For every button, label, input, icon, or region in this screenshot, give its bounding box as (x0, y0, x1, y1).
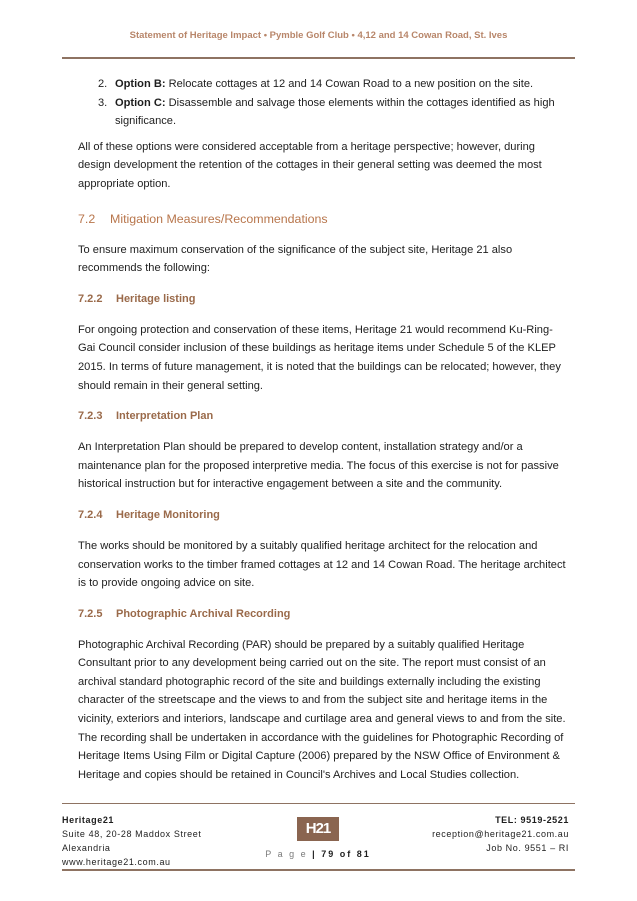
website-link[interactable]: www.heritage21.com.au (62, 857, 171, 867)
list-item (78, 75, 568, 94)
subsection-paragraph: For ongoing protection and conservation of these items, Heritage 21 would recommend Ku-Ring-Gai Council consider inclusion of these buildings as heritage items under Schedule 5 of the KLEP 2015. In terms of future management, it is noted that the buildings can be relocated; however, they should remain in their general setting. (78, 323, 561, 392)
subsection-title: Photographic Archival Recording (116, 607, 291, 620)
page-content (78, 75, 568, 784)
subsection-paragraph: Photographic Archival Recording (PAR) should be prepared by a suitably qualified Heritage Consultant prior to any development being carried out on the site. The report must consist of an archival standard photographic record of the site and buildings externally including the existing character of the streetscape and the views to and from the subject site and heritage items in the vicinity, exteriors and interiors, landscape and curtilage area and general views to and from the site. The recording shall be undertaken in accordance with the guidelines for Photographic Recording of Heritage Items Using Film or Digital Capture (2006) prepared by the NSW Office of Environment & Heritage and copies should be retained in Council's Archives and Local Studies collection. (78, 638, 566, 781)
subsection-heading (78, 605, 568, 623)
subsection-title: Interpretation Plan (116, 410, 214, 423)
footer-bottom-rule (62, 869, 575, 871)
footer-contact (432, 813, 569, 855)
intro-paragraph: All of these options were considered acceptable from a heritage perspective; however, during design development the retention of the cottages in their general setting was deemed the most appropriate option. (78, 140, 542, 190)
address-line: Suite 48, 20-28 Maddox Street (62, 829, 202, 839)
footer-page-block (258, 817, 378, 859)
address-line: Alexandria (62, 843, 111, 853)
section-heading-7-2 (78, 209, 568, 229)
options-list (78, 75, 568, 131)
page-label: P a g e (265, 849, 308, 859)
header-rule (62, 57, 575, 59)
subsection-title: Heritage listing (116, 292, 196, 305)
option-text: Relocate cottages at 12 and 14 Cowan Road to a new position on the site. (165, 78, 534, 90)
job-number: Job No. 9551 – RI (486, 843, 569, 853)
section-intro: To ensure maximum conservation of the significance of the subject site, Heritage 21 also recommends the following: (78, 243, 513, 275)
subsection-number: 7.2.2 (78, 292, 103, 305)
option-label: Option C: (115, 96, 166, 109)
subsection-heading (78, 290, 568, 308)
section-title: Mitigation Measures/Recommendations (110, 211, 328, 226)
option-text: Disassemble and salvage those elements within the cottages identified as high significance. (115, 96, 555, 128)
footer-address (62, 813, 201, 869)
subsection-number: 7.2.3 (78, 410, 103, 423)
company-name: Heritage21 (62, 815, 115, 825)
list-number: 3. (98, 96, 108, 109)
list-item (78, 94, 568, 131)
subsection-number: 7.2.5 (78, 607, 103, 620)
heritage21-logo: H21 (297, 817, 339, 841)
list-number: 2. (98, 78, 108, 90)
subsection-number: 7.2.4 (78, 508, 103, 521)
page-count: 79 of 81 (321, 849, 371, 859)
page-separator: | (312, 849, 317, 859)
page-header: Statement of Heritage Impact • Pymble Golf Club • 4,12 and 14 Cowan Road, St. Ives (129, 30, 508, 41)
section-number: 7.2 (78, 211, 96, 226)
footer-rule (62, 803, 575, 804)
subsection-paragraph: The works should be monitored by a suitably qualified heritage architect for the relocation and conservation works to the timber framed cottages at 12 and 14 Cowan Road. The heritage architect is to provide ongoing advice on site. (78, 539, 566, 590)
email-link[interactable]: reception@heritage21.com.au (432, 829, 569, 839)
option-label: Option B: (115, 78, 166, 90)
subsection-title: Heritage Monitoring (116, 508, 220, 521)
telephone: TEL: 9519-2521 (495, 815, 569, 825)
subsection-paragraph: An Interpretation Plan should be prepared to develop content, installation strategy and/or a maintenance plan for the proposed interpretive media. The focus of this exercise is not for passive historical instruction but for interactive engagement between a site and the community. (78, 441, 559, 491)
page-number (258, 849, 378, 859)
subsection-heading (78, 506, 568, 524)
subsection-heading (78, 407, 568, 425)
